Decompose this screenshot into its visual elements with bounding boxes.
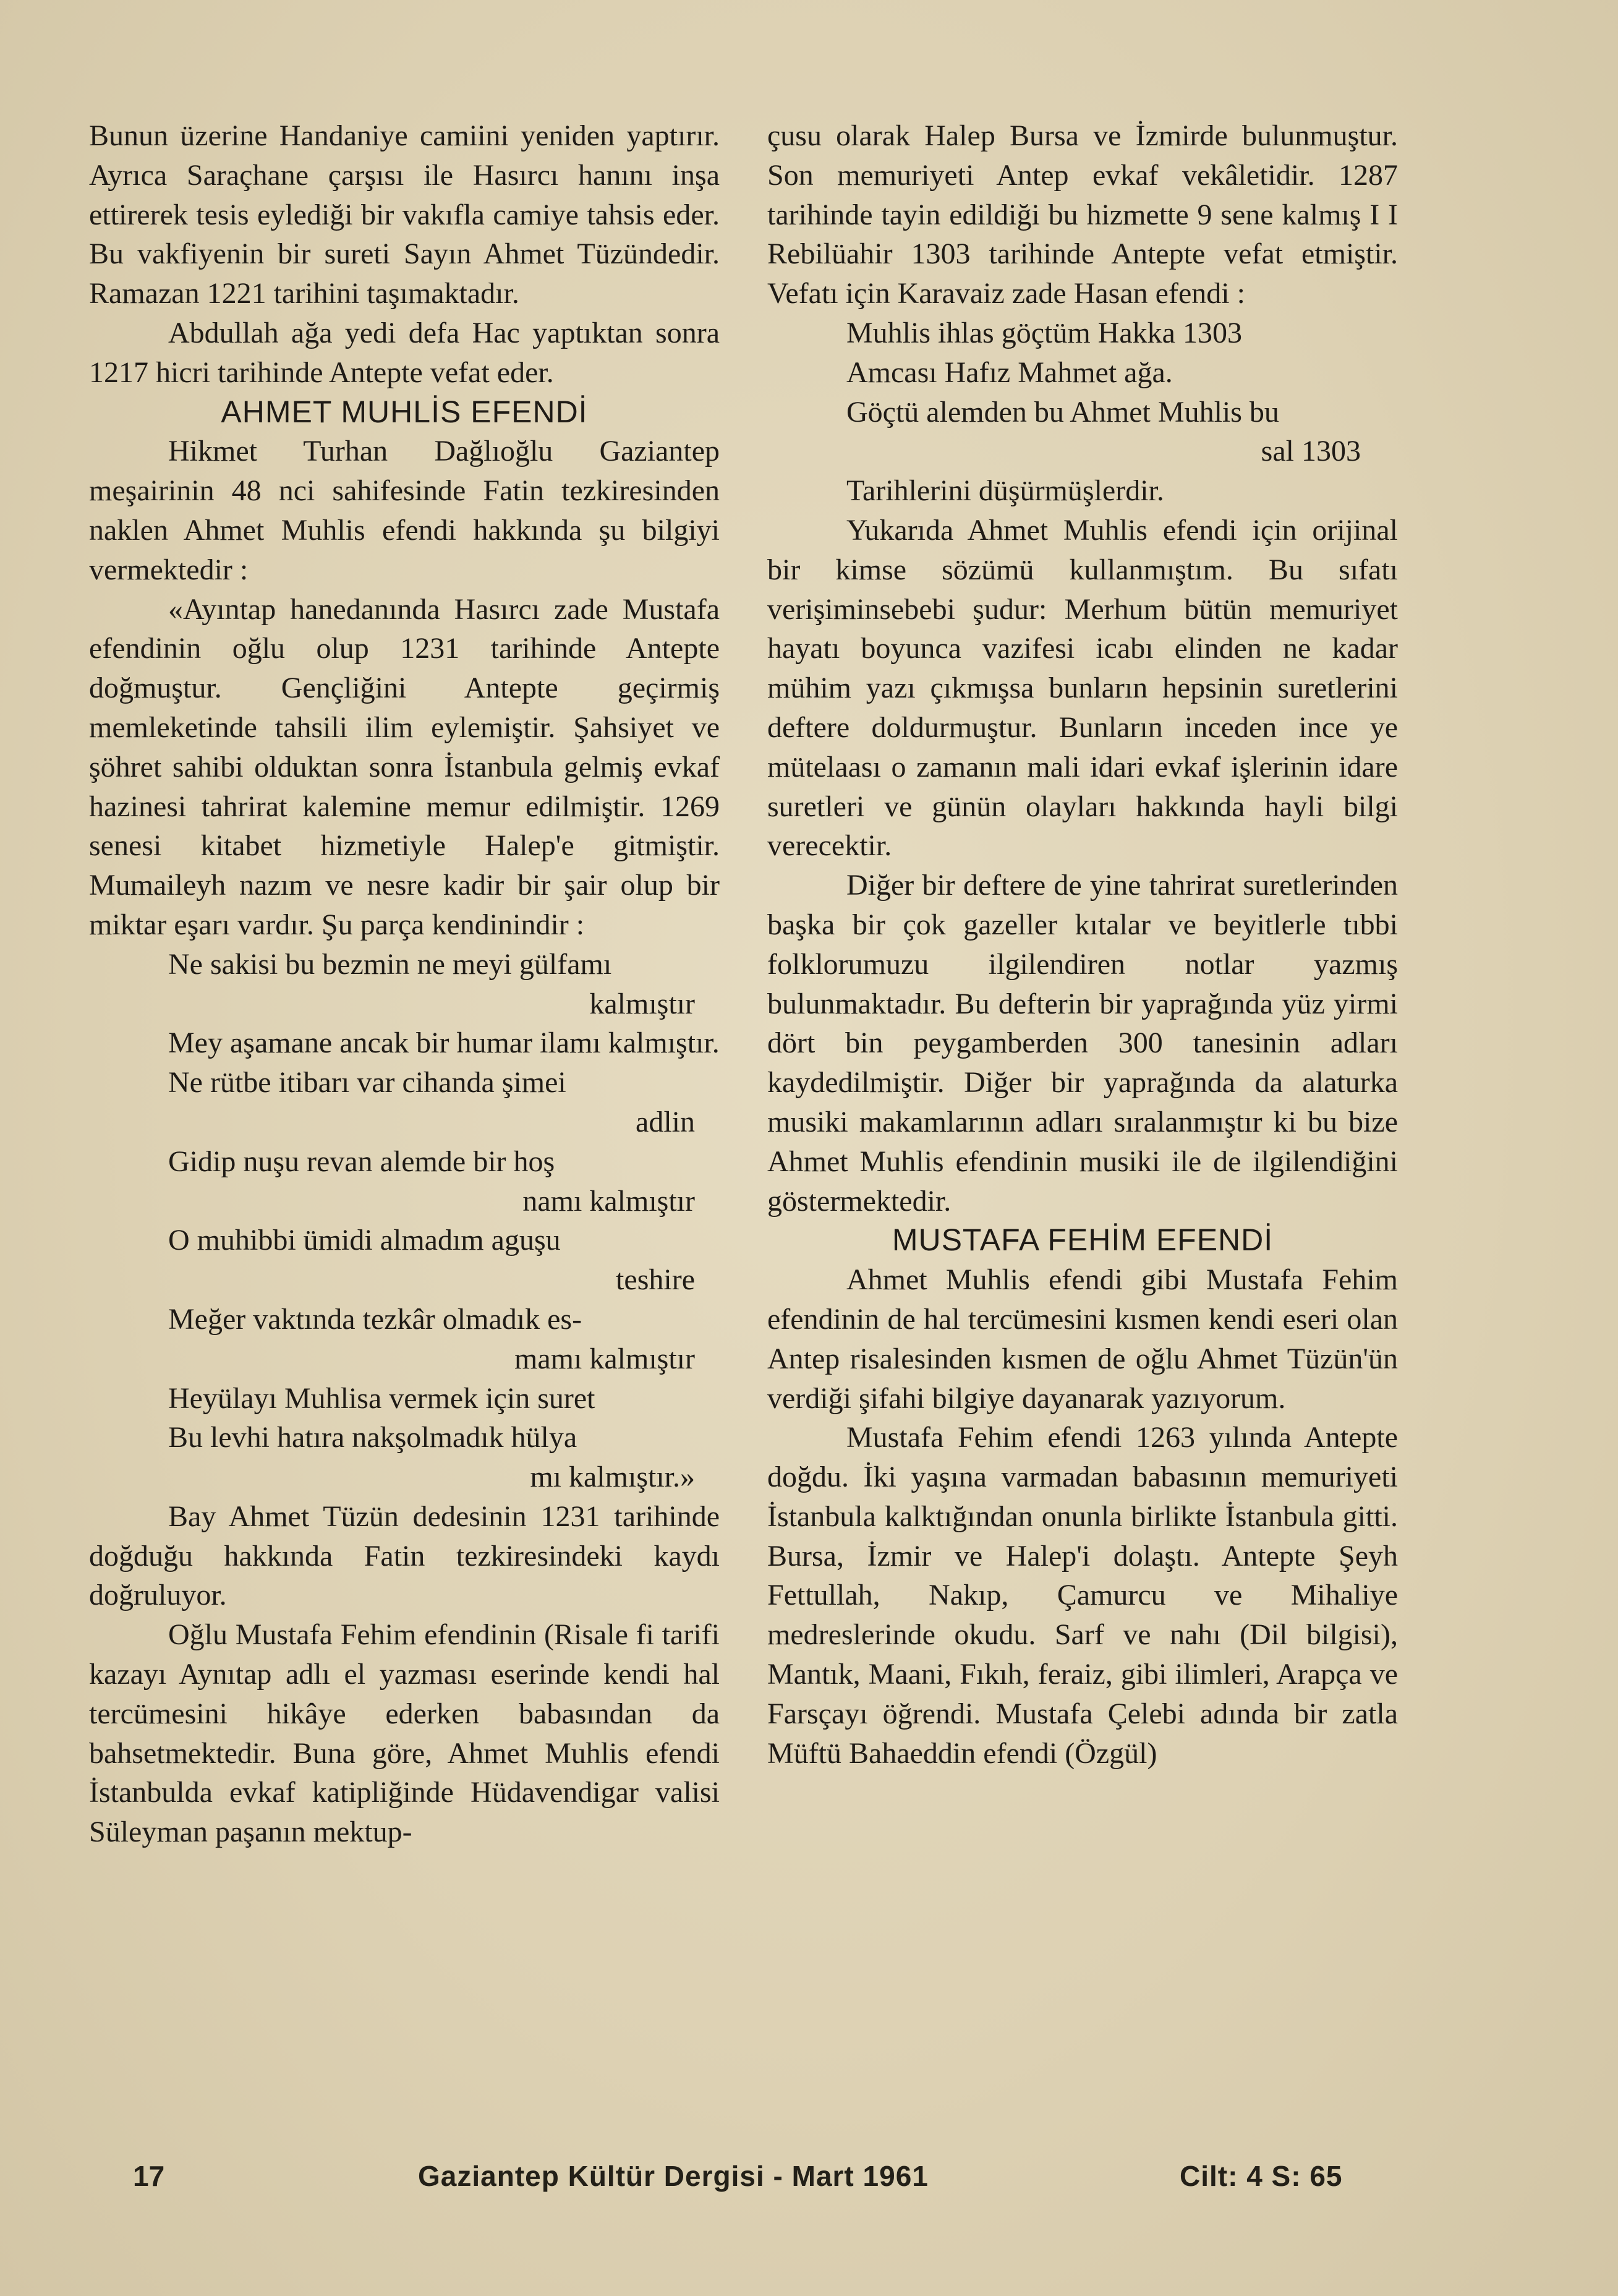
section-heading: MUSTAFA FEHİM EFENDİ: [892, 1223, 1274, 1258]
paragraph: Yukarıda Ahmet Muhlis efendi için orijinal bir kimse sözümü kullanmıştım. Bu sıfatı verişiminsebebi şudur: Merhum bütün memuriyet hayatı boyunca vazifesi icabı elinden ne kadar mühim yazı çıkmışsa bunların hepsinin suretlerini deftere doldurmuştur. Bunların inceden ince ye mütelaası o zamanın mali idari evkaf işlerinin idare suretleri ve günün olayları hakkında hayli bilgi verecektir.: [767, 513, 1398, 863]
paragraph: Bunun üzerine Handaniye camiini yeniden yaptırır. Ayrıca Saraçhane çarşısı ile Hasırcı hanını inşa ettirerek tesis eylediği bir vakıfla camiye tahsis eder. Bu vakfiyenin bir sureti Sayın Ahmet Tüzündedir. Ramazan 1221 tarihini taşımaktadır.: [89, 119, 720, 310]
paragraph: çusu olarak Halep Bursa ve İzmirde bulunmuştur. Son memuriyeti Antep evkaf vekâletidir. 1287 tarihinde tayin edildiği bu hizmette 9 sene kalmış I I Rebilüahir 1303 tarihinde Antepte vefat etmiştir. Vefatı için Karavaiz zade Hasan efendi :: [767, 119, 1398, 310]
paragraph: Bay Ahmet Tüzün dedesinin 1231 tarihinde doğduğu hakkında Fatin tezkiresindeki kaydı doğruluyor.: [89, 1500, 720, 1612]
paragraph-line: Tarihlerini düşürmüşlerdir.: [846, 474, 1164, 508]
verse-line: Ne rütbe itibarı var cihanda şimei: [168, 1066, 566, 1099]
paragraph-line: Muhlis ihlas göçtüm Hakka 1303: [846, 316, 1242, 349]
paragraph-line: Göçtü alemden bu Ahmet Muhlis bu: [846, 395, 1279, 429]
paragraph: Ahmet Muhlis efendi gibi Mustafa Fehim efendinin de hal tercümesini kısmen kendi eseri olan Antep risalesinden kısmen de oğlu Ahmet Tüzün'ün verdiği şifahi bilgiye dayanarak yazıyorum.: [767, 1263, 1398, 1415]
verse-line: O muhibbi ümidi almadım aguşu: [168, 1224, 561, 1257]
publication-info: Gaziantep Kültür Dergisi - Mart 1961: [418, 2160, 929, 2192]
verse-line-continuation: mı kalmıştır.»: [530, 1461, 695, 1494]
paragraph: Hikmet Turhan Dağlıoğlu Gaziantep meşairinin 48 nci sahifesinde Fatin tezkiresinden naklen Ahmet Muhlis efendi hakkında şu bilgiyi vermektedir :: [89, 435, 720, 586]
paragraph: «Ayıntap hanedanında Hasırcı zade Mustafa efendinin oğlu olup 1231 tarihinde Antepte doğmuştur. Gençliğini Antepte geçirmiş memleketinde tahsili ilim eylemiştir. Şahsiyet ve şöhret sahibi olduktan sonra İstanbula gelmiş evkaf hazinesi tahrirat kalemine memur edilmiştir. 1269 senesi kitabet hizmetiyle Halep'e gitmiştir. Mumaileyh nazım ve nesre kadir bir şair olup bir miktar eşarı vardır. Şu parça kendinindir :: [89, 592, 720, 941]
paragraph: Abdullah ağa yedi defa Hac yaptıktan sonra 1217 hicri tarihinde Antepte vefat eder.: [89, 316, 720, 389]
verse-line-continuation: namı kalmıştır: [522, 1184, 695, 1218]
paragraph-line: Amcası Hafız Mahmet ağa.: [846, 356, 1173, 389]
verse-line-continuation: mamı kalmıştır: [514, 1342, 695, 1375]
verse-line-continuation: adlin: [636, 1105, 695, 1138]
paragraph: Mustafa Fehim efendi 1263 yılında Antepte doğdu. İki yaşına varmadan babasının memuriyeti İstanbula kalktığından onunla birlikte İstanbula gitti. Bursa, İzmir ve Halep'i dolaştı. Antepte Şeyh Fettullah, Nakıp, Çamurcu ve Mihaliye medreslerinde okudu. Sarf ve nahı (Dil bilgisi), Mantık, Maani, Fıkıh, feraiz, gibi ilimleri, Arapça ve Farsçayı öğrendi. Mustafa Çelebi adında bir zatla Müftü Bahaeddin efendi (Özgül): [767, 1421, 1398, 1770]
verse-line: Heyülayı Muhlisa vermek için suret: [168, 1381, 595, 1415]
paragraph: Oğlu Mustafa Fehim efendinin (Risale fi tarifi kazayı Aynıtap adlı el yazması eserinde kendi hal tercümesini hikâye ederken babasından da bahsetmektedir. Buna göre, Ahmet Muhlis efendi İstanbulda evkaf katipliğinde Hüdavendigar valisi Süleyman paşanın mektup-: [89, 1618, 720, 1849]
section-heading: AHMET MUHLİS EFENDİ: [221, 394, 588, 429]
verse-line-continuation: teshire: [616, 1263, 695, 1297]
verse-line: Mey aşamane ancak bir humar ilamı kalmıştır.: [168, 1026, 720, 1060]
verse-line: Meğer vaktında tezkâr olmadık es-: [168, 1302, 582, 1336]
verse-line-continuation: kalmıştır: [589, 987, 695, 1020]
volume-info: Cilt: 4 S: 65: [1180, 2160, 1343, 2192]
page-number: 17: [133, 2160, 165, 2192]
page-footer: [0, 2159, 1618, 2203]
left-column: [89, 116, 720, 1852]
verse-line: Bu levhi hatıra nakşolmadık hülya: [168, 1421, 577, 1454]
right-column: [767, 116, 1398, 1773]
paragraph: Diğer bir deftere de yine tahrirat suretlerinden başka bir çok gazeller kıtalar ve beyitlerle tıbbi folklorumuzu ilgilendiren notlar yazmış bulunmaktadır. Bu defterin bir yaprağında yüz yirmi dört bin peygamberden 300 tanesinin adları kaydedilmiştir. Diğer bir yaprağında da alaturka musiki makamlarının adları sıralanmıştır ki bu bize Ahmet Muhlis efendinin musiki ile de ilgilendiğini göstermektedir.: [767, 869, 1398, 1218]
verse-line: Gidip nuşu revan alemde bir hoş: [168, 1145, 555, 1178]
verse-line-continuation: sal 1303: [1261, 435, 1361, 468]
verse-line: Ne sakisi bu bezmin ne meyi gülfamı: [168, 947, 612, 981]
